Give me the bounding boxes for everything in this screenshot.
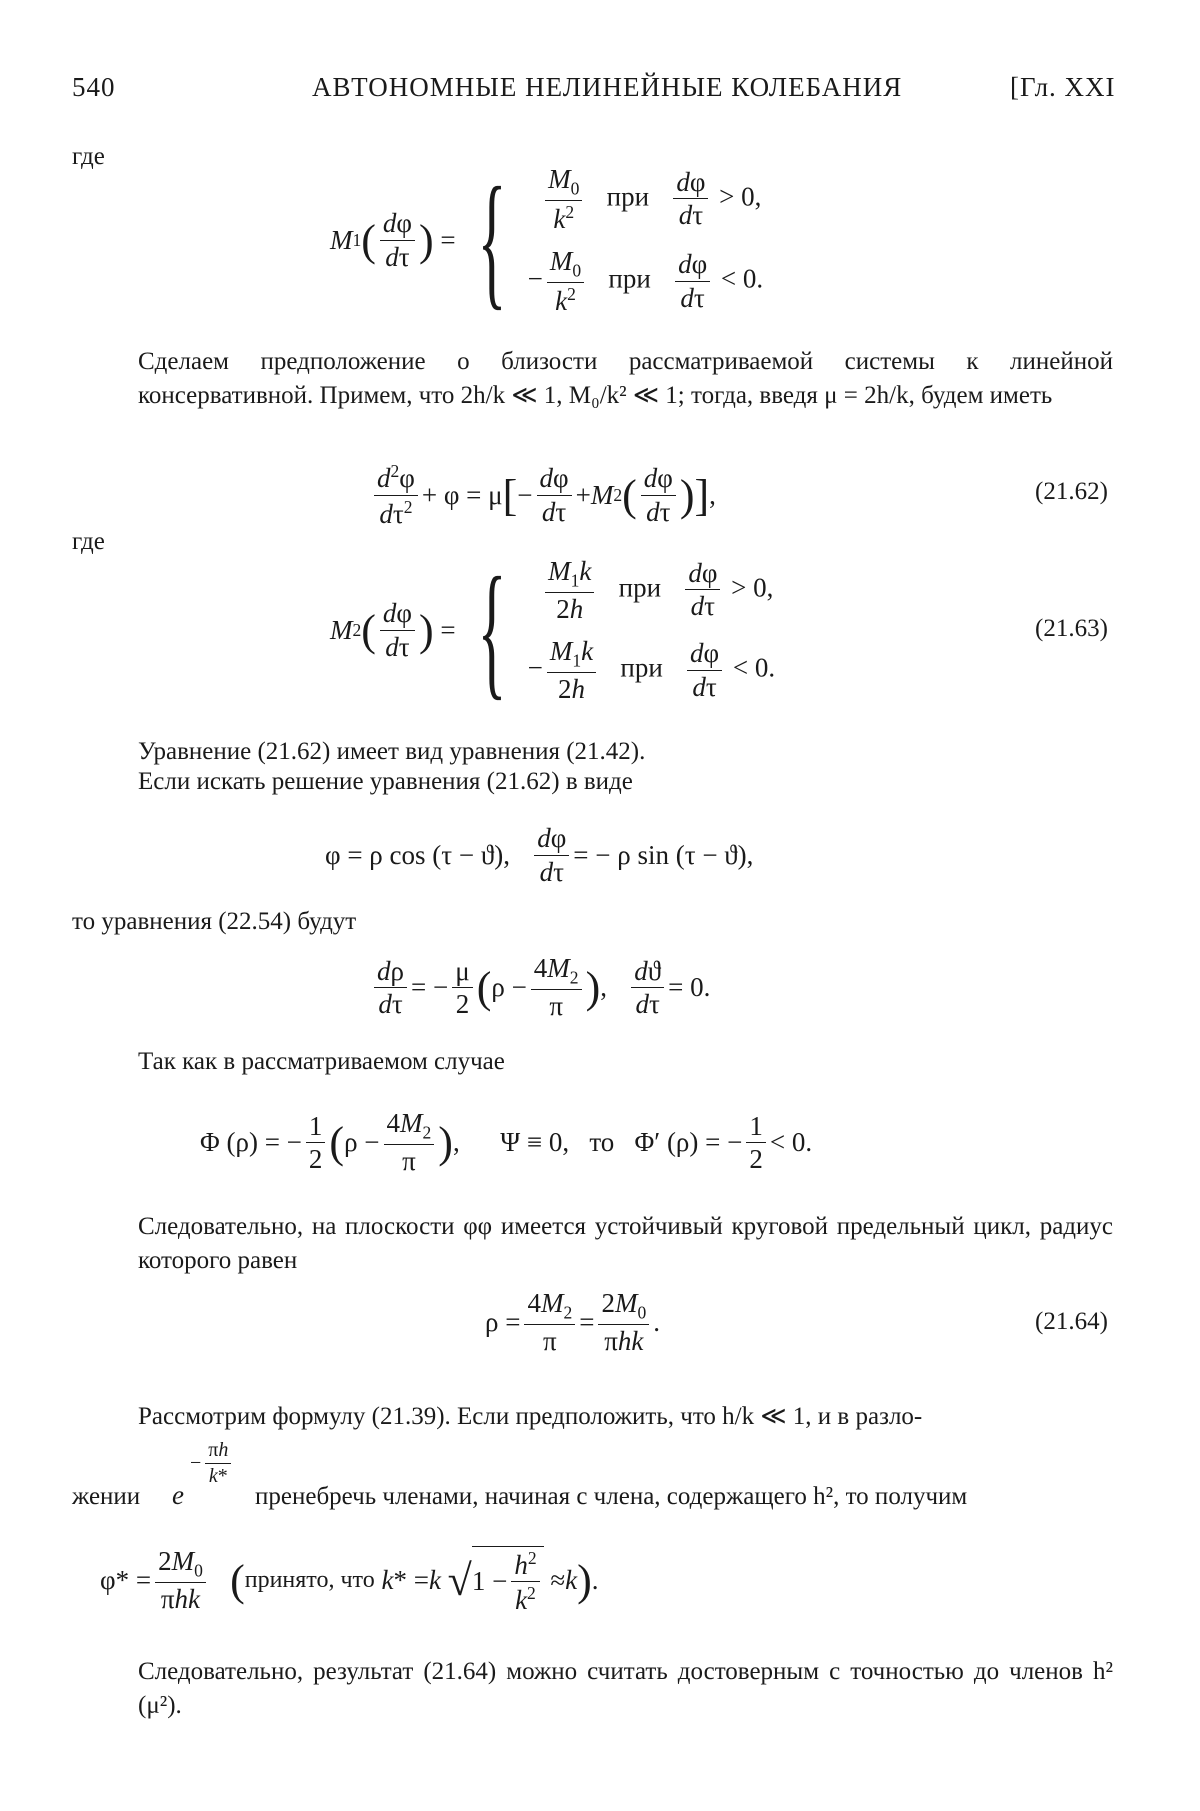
- paragraph-consider-formula: Рассмотрим формулу (21.39). Если предположить, что h/k ≪ 1, и в разло-: [138, 1403, 923, 1430]
- equation-21-63: M 2 ( $\frac{d\varphi}{d\tau}$ ) = { $\frac{M_1k}{2h}$ при $\frac{d\varphi}{d\tau}$ > 0, − $\frac{M_1k}{2h}$ при $\frac{d\varphi}{d\tau}$ < 0.: [330, 547, 776, 713]
- paragraph-expansion-a: жении: [72, 1483, 141, 1510]
- pri-label: при: [608, 263, 651, 294]
- pri-label: при: [620, 652, 663, 683]
- equation-21-62: $\frac{d^2\varphi}{d\tau^2}$ + φ = μ [ − $\frac{d\varphi}{d\tau}$ + M 2 ( $\frac{d\varphi}{d\tau}$ ) ] ,: [370, 455, 716, 535]
- paragraph-expansion-b: пренебречь членами, начиная с члена, содержащего h², то получим: [255, 1483, 968, 1510]
- paragraph-equations-become: то уравнения (22.54) будут: [72, 908, 357, 935]
- equation-number-21-62: (21.62): [1035, 478, 1108, 505]
- equation-phi-rho: Φ (ρ) = − $\frac{1}{2}$ ( ρ − $\frac{4M_2}{\pi}$ ) , Ψ ≡ 0, то Φ′ (ρ) = − $\frac{1}{2}$ < 0.: [200, 1108, 813, 1177]
- to-label: то: [589, 1127, 615, 1157]
- equation-m1: M 1 ( $\frac{d\varphi}{d\tau}$ ) = { $\frac{M_0}{k^2}$ при $\frac{d\varphi}{d\tau}$ > 0, − $\frac{M_0}{k^2}$ при $\frac{d\varphi}{d\tau}$ < 0.: [330, 157, 764, 323]
- running-title: АВТОНОМНЫЕ НЕЛИНЕЙНЫЕ КОЛЕБАНИЯ: [312, 72, 903, 102]
- note-prefix: принято, что: [244, 1566, 375, 1593]
- equation-21-64: ρ = $\frac{4M_2}{\pi}$ = $\frac{2M_0}{\text{πhk}}$ .: [485, 1288, 660, 1357]
- pri-label: при: [618, 572, 662, 603]
- paragraph-conclusion: Следовательно, результат (21.64) можно считать достоверным с точностью до членов h² (μ²).: [138, 1658, 1113, 1719]
- equation-number-21-63: (21.63): [1035, 615, 1108, 642]
- paragraph-since: Так как в рассматриваемом случае: [138, 1048, 505, 1075]
- paragraph-solution-form: Если искать решение уравнения (21.62) в виде: [138, 768, 633, 795]
- equation-phi-star: φ* = $\frac{2M_0}{\text{πhk}}$ ( принято, что k * = k √ 1 − $\frac{h^2}{k^2}$ ≈ k ) .: [100, 1545, 599, 1615]
- equation-solution: φ = ρ cos (τ − ϑ), $\frac{d\varphi}{d\tau}$ = − ρ sin (τ − ϑ),: [325, 823, 754, 887]
- where-label: где: [72, 528, 105, 555]
- where-label: где: [72, 143, 105, 170]
- paragraph-limit-cycle: Следовательно, на плоскости φφ имеется устойчивый круговой предельный цикл, радиус которого равен: [138, 1213, 1113, 1274]
- equation-rho-theta: $\frac{d\rho}{d\tau}$ = − $\frac{\mu}{2}$ ( ρ − $\frac{4M_2}{\pi}$ ) , $\frac{dϑ}{d\tau}$ = 0.: [370, 945, 710, 1030]
- equation-number-21-64: (21.64): [1035, 1308, 1108, 1335]
- paragraph-assumption: Сделаем предположение о близости рассматриваемой системы к линейной консервативной. Примем, что 2h/k ≪ 1, M₀/k² ≪ 1; тогда, введя μ = 2h/k, будем иметь: [138, 348, 1113, 409]
- chapter-label: [Гл. XXI: [1010, 72, 1116, 102]
- page-number: 540: [72, 72, 116, 102]
- paragraph-equation-form: Уравнение (21.62) имеет вид уравнения (21.42).: [138, 738, 646, 765]
- pri-label: при: [606, 181, 650, 212]
